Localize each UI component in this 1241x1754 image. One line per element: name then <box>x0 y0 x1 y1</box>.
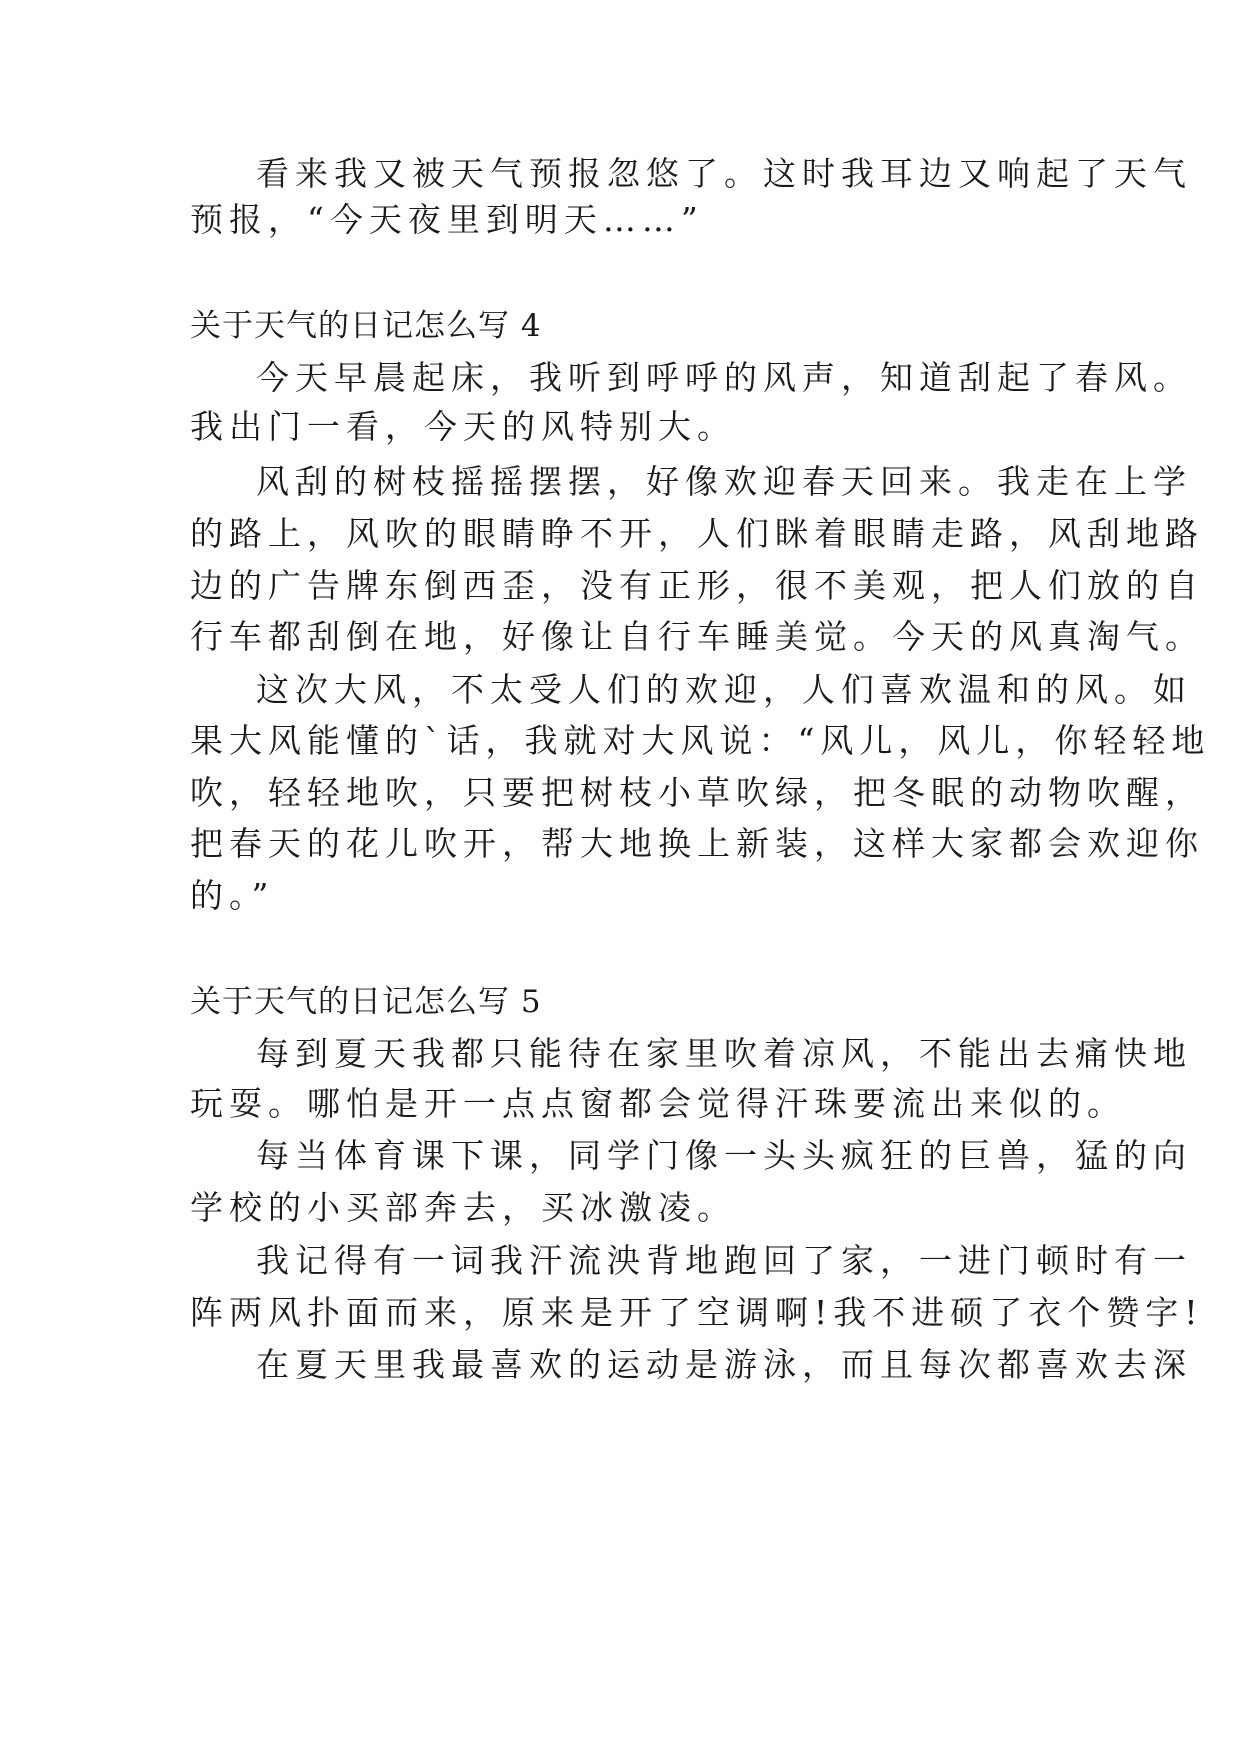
paragraph-line: 的。” <box>190 876 275 915</box>
paragraph-line: 我出门一看，今天的风特别大。 <box>190 407 736 446</box>
paragraph-line: 玩耍。哪怕是开一点点窗都会觉得汗珠要流出来似的。 <box>190 1084 1126 1123</box>
paragraph-line: 边的广告牌东倒西歪，没有正形，很不美观，把人们放的自 <box>190 566 1204 605</box>
paragraph-line: 的路上，风吹的眼睛睁不开，人们眯着眼睛走路，风刮地路 <box>190 514 1204 553</box>
paragraph-line: 每当体育课下课，同学门像一头头疯狂的巨兽，猛的向 <box>256 1136 1192 1175</box>
paragraph-line: 这次大风，不太受人们的欢迎，人们喜欢温和的风。如 <box>256 670 1192 709</box>
paragraph-line: 风刮的树枝摇摇摆摆，好像欢迎春天回来。我走在上学 <box>256 462 1192 501</box>
paragraph-line: 阵两风扑面而来，原来是开了空调啊!我不进硕了衣个赞字! <box>190 1293 1204 1332</box>
paragraph-line: 今天早晨起床，我听到呼呼的风声，知道刮起了春风。 <box>256 358 1192 397</box>
paragraph-line: 把春天的花儿吹开，帮大地换上新装，这样大家都会欢迎你 <box>190 824 1204 863</box>
paragraph-line: 每到夏天我都只能待在家里吹着凉风，不能出去痛快地 <box>256 1034 1192 1073</box>
paragraph-line: 我记得有一词我汗流泱背地跑回了家，一进门顿时有一 <box>256 1241 1192 1280</box>
paragraph-line: 果大风能懂的`话，我就对大风说：“风儿，风儿，你轻轻地 <box>190 721 1211 760</box>
paragraph-line: 在夏天里我最喜欢的运动是游泳，而且每次都喜欢去深 <box>256 1345 1192 1384</box>
paragraph-line: 预报，“今天夜里到明天……” <box>190 200 704 239</box>
paragraph-line: 学校的小买部奔去，买冰激凌。 <box>190 1188 736 1227</box>
paragraph-line: 行车都刮倒在地，好像让自行车睡美觉。今天的风真淘气。 <box>190 617 1204 656</box>
paragraph-line: 看来我又被天气预报忽悠了。这时我耳边又响起了天气 <box>256 154 1192 193</box>
paragraph-line: 吹，轻轻地吹，只要把树枝小草吹绿，把冬眠的动物吹醒， <box>190 773 1204 812</box>
section-heading: 关于天气的日记怎么写 4 <box>190 308 542 344</box>
section-heading: 关于天气的日记怎么写 5 <box>190 984 542 1020</box>
